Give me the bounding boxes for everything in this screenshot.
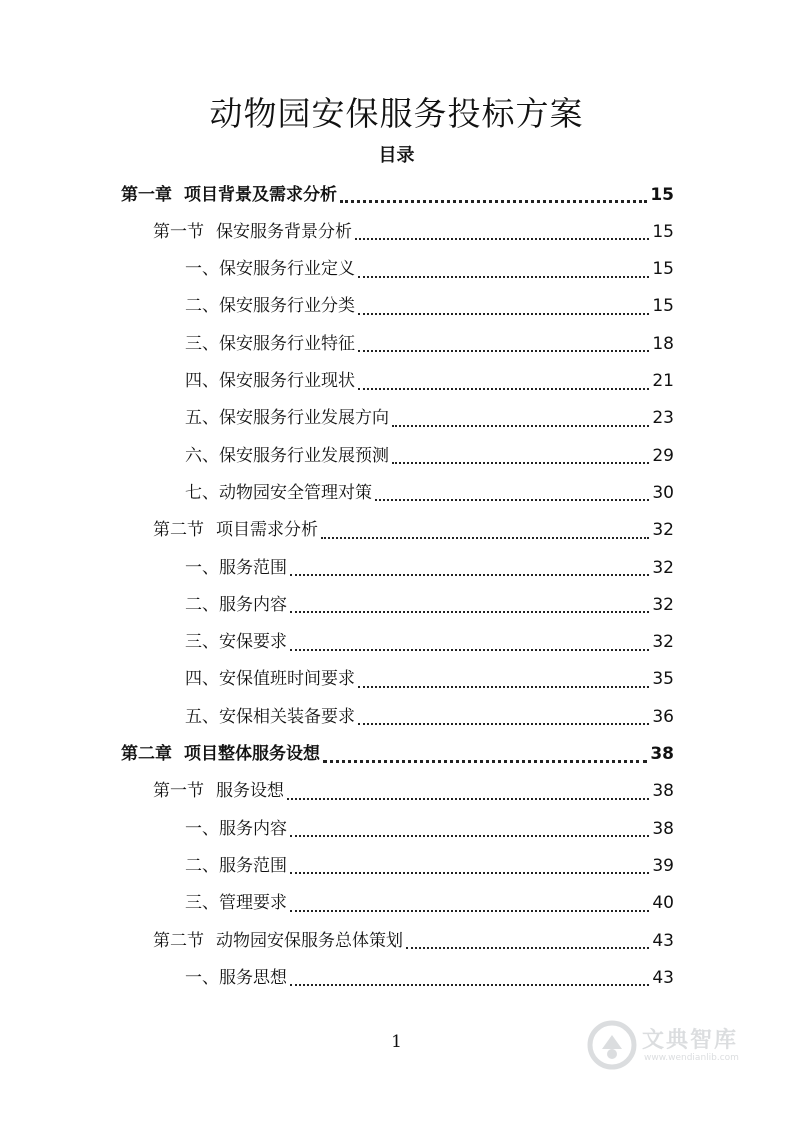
toc-entry-label: 管理要求 [219,893,287,914]
toc-entry-page: 32 [652,520,674,541]
toc-leader-dots [287,797,649,800]
toc-entry[interactable] [185,400,674,437]
toc-leader-dots [358,387,649,390]
toc-entry-label: 动物园安全管理对策 [219,482,372,503]
watermark-brand: 文典智库 [642,1028,739,1053]
toc-entry-prefix: 第一节 [153,781,204,802]
toc-entry-page: 23 [652,408,674,429]
toc-entry-label: 安保值班时间要求 [219,669,355,690]
toc-entry-prefix: 五、 [185,408,219,429]
toc-leader-dots [392,461,649,464]
toc-entry-label: 服务内容 [219,594,287,615]
toc-entry-prefix: 第二节 [153,520,204,541]
toc-entry[interactable] [185,847,674,884]
toc-entry-prefix: 四、 [185,669,219,690]
toc-heading: 目录 [378,145,415,166]
toc-entry[interactable] [153,213,674,250]
toc-entry-prefix: 二、 [185,296,219,317]
toc-entry-page: 29 [652,445,674,466]
toc-entry-label: 服务范围 [219,855,287,876]
toc-entry-prefix: 第二节 [153,930,204,951]
toc-leader-dots [375,498,649,501]
toc-entry-prefix: 第二章 [121,744,172,764]
toc-entry-page: 15 [652,221,674,242]
toc-entry-page: 18 [652,333,674,354]
toc-entry-page: 21 [652,371,674,391]
toc-entry-label: 动物园安保服务总体策划 [216,930,403,951]
toc-entry-prefix: 七、 [185,482,219,503]
toc-entry-page: 36 [652,706,674,727]
toc-entry[interactable] [185,363,674,400]
toc-entry[interactable] [153,512,674,549]
toc-entry[interactable] [185,586,674,623]
toc-leader-dots [290,648,649,651]
toc-entry[interactable] [185,959,674,996]
toc-leader-dots [323,759,647,763]
toc-entry[interactable] [185,325,674,362]
toc-entry[interactable] [121,736,674,773]
toc-entry-prefix: 二、 [185,594,219,615]
toc-leader-dots [340,199,647,203]
toc-entry-label: 项目背景及需求分析 [184,184,337,205]
toc-entry[interactable] [185,810,674,847]
toc-entry-label: 服务内容 [219,818,287,839]
toc-entry[interactable] [153,773,674,810]
toc-entry-label: 保安服务行业发展预测 [219,445,389,466]
toc-leader-dots [290,983,649,986]
toc-leader-dots [358,685,649,688]
toc-entry-prefix: 三、 [185,333,219,354]
toc-entry-prefix: 一、 [185,818,219,839]
toc-entry-label: 服务设想 [216,781,284,802]
document-title: 动物园安保服务投标方案 [209,94,584,133]
toc-entry-prefix: 一、 [185,557,219,578]
toc-entry-prefix: 四、 [185,371,219,391]
toc-entry-prefix: 二、 [185,855,219,876]
toc-entry-prefix: 第一章 [121,184,172,205]
toc-leader-dots [290,834,649,837]
toc-entry-label: 保安服务行业发展方向 [219,408,389,429]
toc-entry-label: 保安服务行业定义 [219,259,355,280]
toc-entry-page: 38 [652,818,674,839]
toc-entry[interactable] [185,549,674,586]
toc-entry-page: 15 [650,184,674,205]
toc-leader-dots [358,349,649,352]
toc-entry-page: 32 [652,632,674,653]
toc-entry-page: 43 [652,930,674,951]
toc-entry-page: 30 [652,482,674,503]
toc-entry-page: 32 [652,557,674,578]
toc-leader-dots [290,909,649,912]
toc-entry-page: 32 [652,594,674,615]
toc-entry[interactable] [185,624,674,661]
toc-entry-page: 15 [652,296,674,317]
toc-entry-prefix: 五、 [185,706,219,727]
toc-entry-page: 40 [652,893,674,914]
toc-entry-page: 35 [652,669,674,690]
toc-leader-dots [406,946,649,949]
toc-entry-page: 38 [650,744,674,764]
toc-entry[interactable] [185,288,674,325]
wendian-logo-icon [586,1019,638,1071]
toc-entry-label: 安保要求 [219,632,287,653]
toc-entry-prefix: 第一节 [153,221,204,242]
toc-entry[interactable] [185,661,674,698]
toc-leader-dots [290,610,649,613]
toc-entry[interactable] [153,922,674,959]
toc-leader-dots [321,536,649,539]
toc-entry[interactable] [185,885,674,922]
toc-entry-label: 保安服务行业特征 [219,333,355,354]
toc-entry-page: 15 [652,259,674,280]
toc-entry-label: 保安服务行业分类 [219,296,355,317]
toc-entry-label: 保安服务行业现状 [219,371,355,391]
toc-leader-dots [355,237,649,240]
toc-entry[interactable] [185,698,674,735]
toc-leader-dots [392,424,649,427]
toc-entry-label: 服务思想 [219,967,287,988]
toc-entry[interactable] [185,474,674,511]
toc-entry-prefix: 三、 [185,632,219,653]
toc-entry-prefix: 六、 [185,445,219,466]
watermark-url: www.wendianlib.com [644,1053,739,1063]
watermark [586,1017,756,1073]
toc-entry[interactable] [185,251,674,288]
toc-entry[interactable] [185,437,674,474]
toc-leader-dots [358,275,649,278]
toc-entry-page: 39 [652,855,674,876]
toc-entry-label: 安保相关装备要求 [219,706,355,727]
toc-entry-prefix: 三、 [185,893,219,914]
toc-entry-prefix: 一、 [185,259,219,280]
toc-entry[interactable] [121,176,674,213]
toc-entry-label: 保安服务背景分析 [216,221,352,242]
toc-leader-dots [358,722,649,725]
page-number: 1 [391,1032,402,1052]
toc-entry-label: 服务范围 [219,557,287,578]
toc-leader-dots [290,871,649,874]
toc-entry-page: 43 [652,967,674,988]
toc-entry-label: 项目需求分析 [216,520,318,541]
toc-entry-label: 项目整体服务设想 [184,744,320,764]
toc-leader-dots [358,312,649,315]
toc-entry-page: 38 [652,781,674,802]
toc-entry-prefix: 一、 [185,967,219,988]
toc-leader-dots [290,573,649,576]
